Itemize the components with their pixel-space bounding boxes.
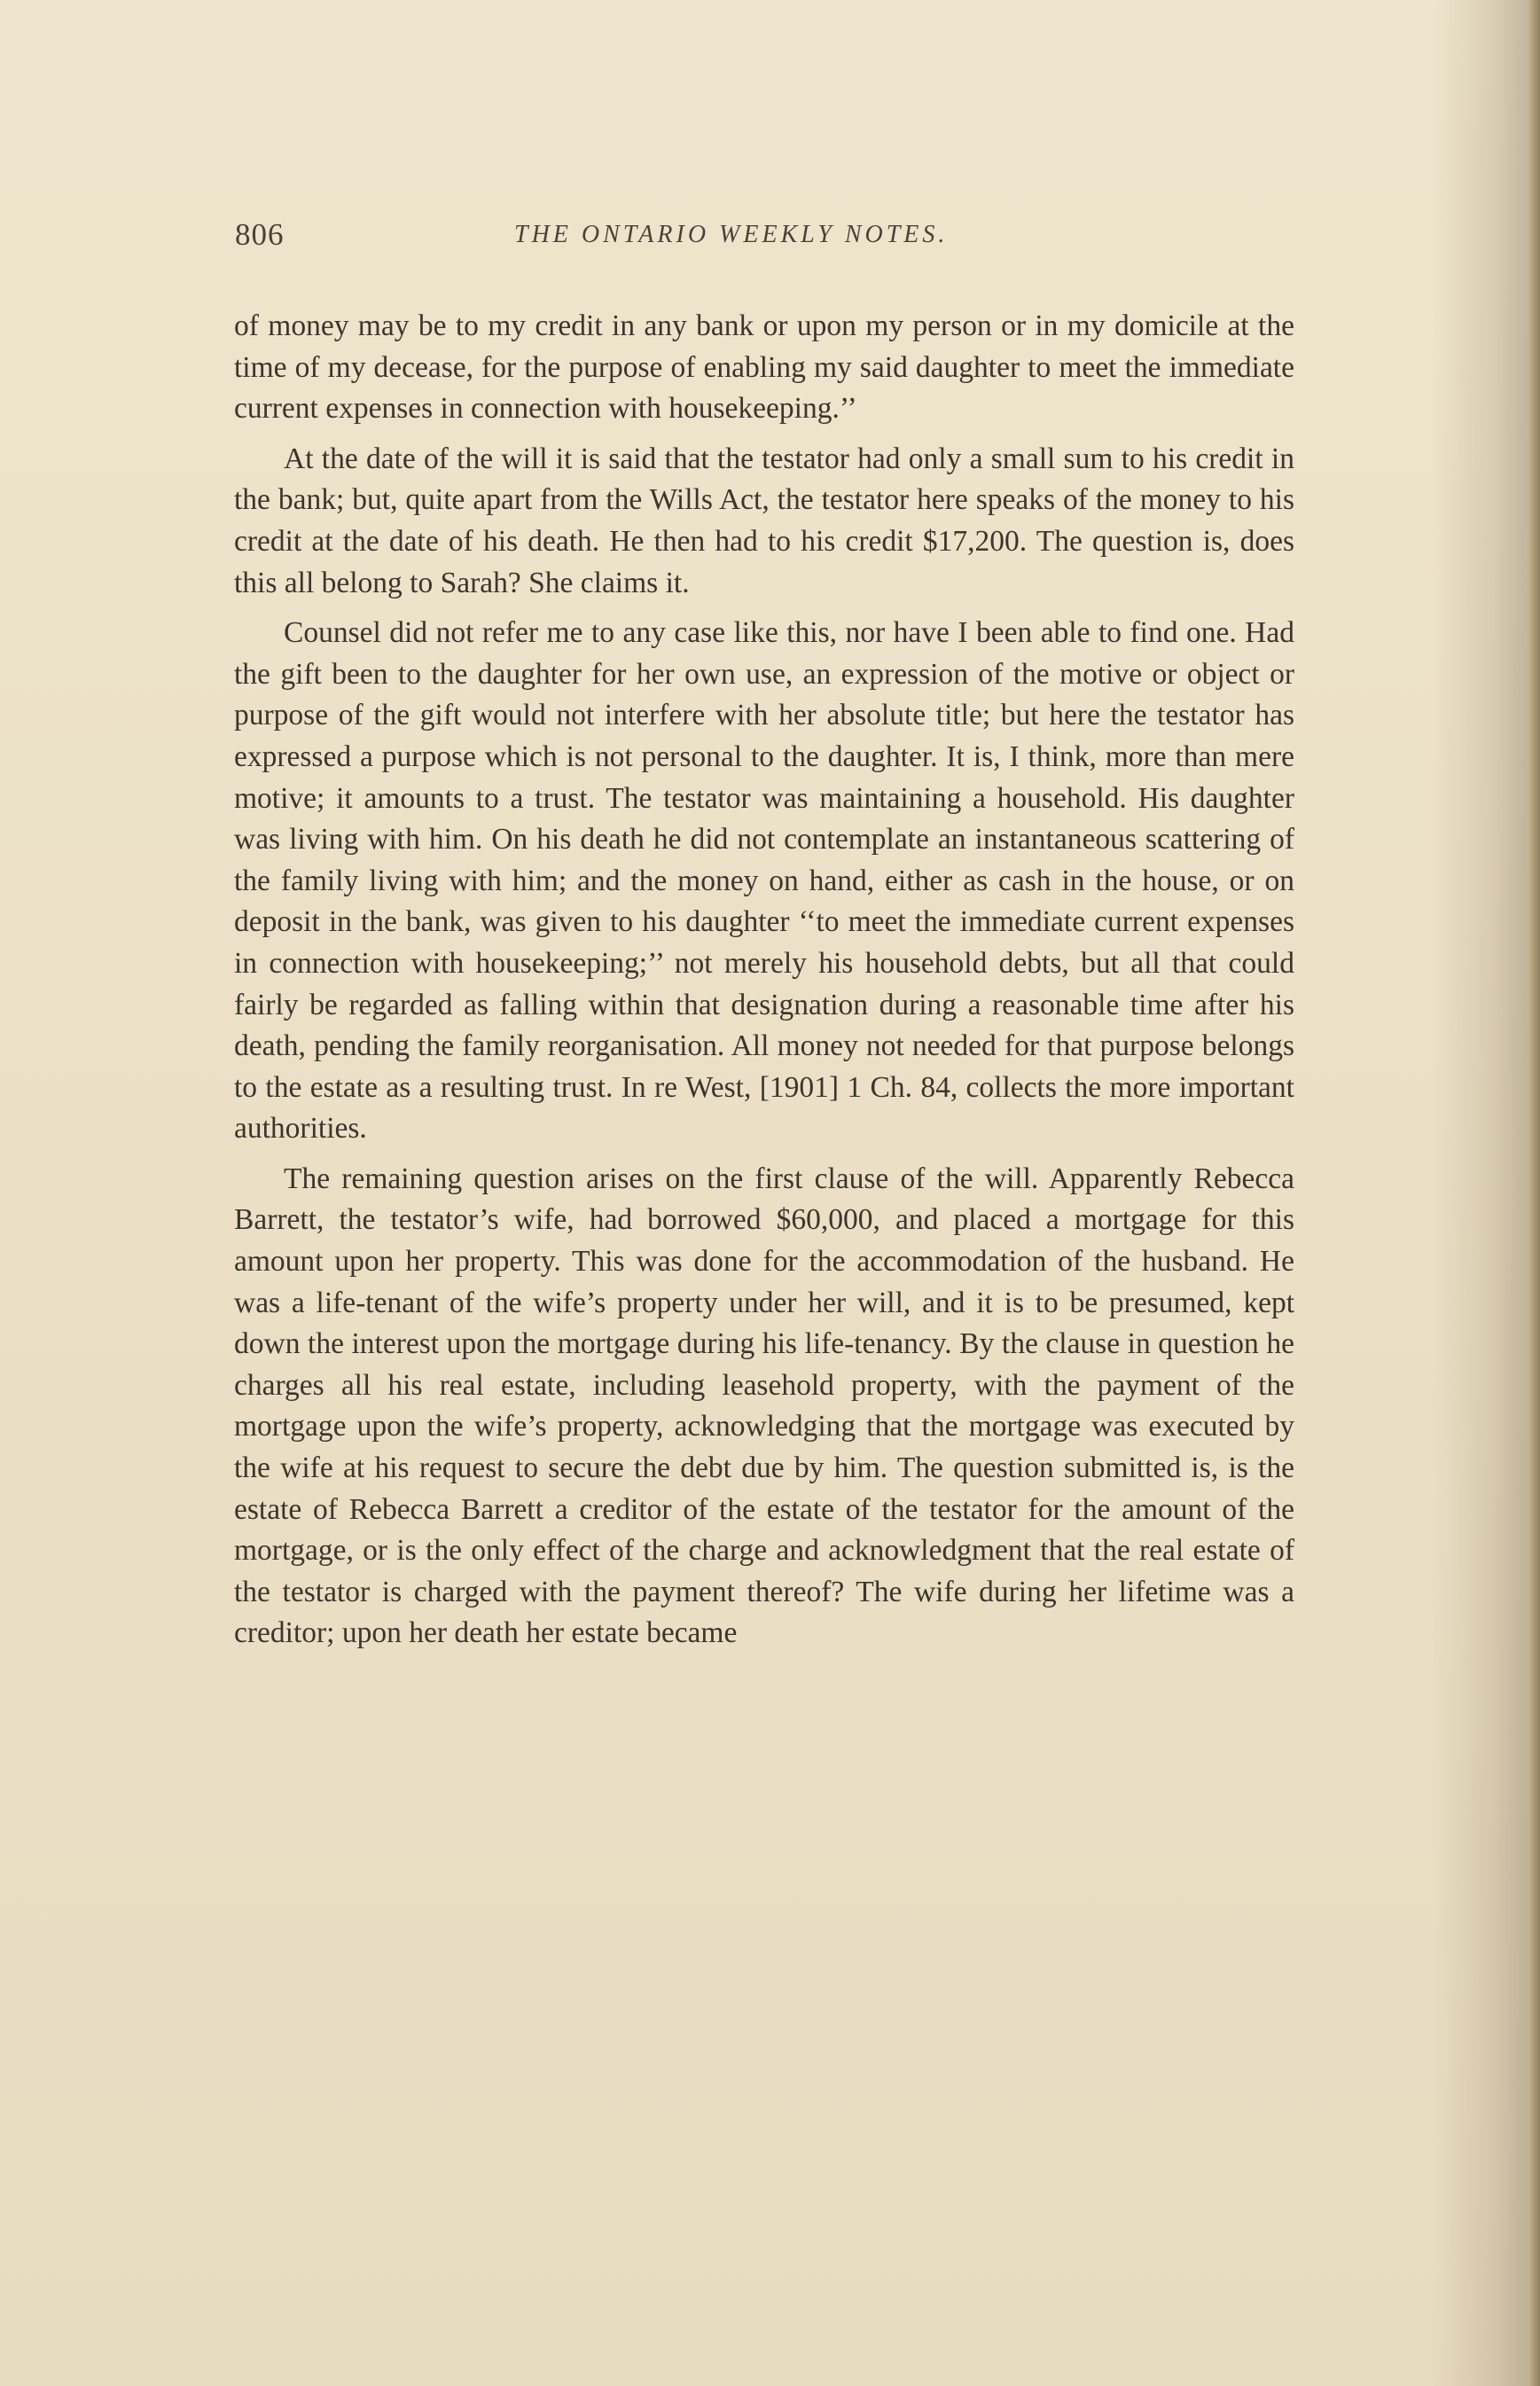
paragraph: The remaining question arises on the first clause of the will. Apparently Rebecca Barrett, the testator’s wife, had borrowed $60,000, and placed a mortgage for this amount upon her property. This was done for the accommodation of the husband. He was a life-tenant of the wife’s property under her will, and it is to be presumed, kept down the interest upon the mortgage during his life-tenancy. By the clause in question he charges all his real estate, including leasehold property, with the payment of the mortgage upon the wife’s property, acknowledging that the mortgage was executed by the wife at his request to secure the debt due by him. The question submitted is, is the estate of Rebecca Barrett a creditor of the estate of the testator for the amount of the mortgage, or is the only effect of the charge and acknowledgment that the real estate of the testator is charged with the payment thereof? The wife during her lifetime was a creditor; upon her death her estate became: [234, 1162, 1294, 1650]
page-number: 806: [235, 217, 285, 252]
page-edge-shadow: [1528, 0, 1540, 2386]
running-head: THE ONTARIO WEEKLY NOTES.: [514, 221, 949, 248]
paragraph-continued: of money may be to my credit in any bank or upon my person or in my domicile at the time of my decease, for the purpose of enabling my said daughter to meet the immediate current expenses in connection with housekeeping.’’: [234, 309, 1294, 426]
paragraph: At the date of the will it is said that the testator had only a small sum to his credit in the bank; but, quite apart from the Wills Act, the testator here speaks of the money to his credit at the date of his death. He then had to his credit $17,200. The question is, does this all belong to Sarah? She claims it.: [234, 442, 1294, 599]
body-text: [234, 306, 1294, 1663]
page-header: [235, 217, 1299, 262]
paragraph: Counsel did not refer me to any case like this, nor have I been able to find one. Had the gift been to the daughter for her own use, an expression of the motive or object or purpose of the gift would not interfere with her absolute title; but here the testator has expressed a purpose which is not personal to the daughter. It is, I think, more than mere motive; it amounts to a trust. The testator was maintaining a household. His daughter was living with him. On his death he did not contemplate an instantaneous scattering of the family living with him; and the money on hand, either as cash in the house, or on deposit in the bank, was given to his daughter ‘‘to meet the immediate current expenses in connection with housekeeping;’’ not merely his household debts, but all that could fairly be regarded as falling within that designation during a reasonable time after his death, pending the family reorganisation. All money not needed for that purpose belongs to the estate as a resulting trust. In re West, [1901] 1 Ch. 84, collects the more important authorities.: [234, 616, 1294, 1146]
